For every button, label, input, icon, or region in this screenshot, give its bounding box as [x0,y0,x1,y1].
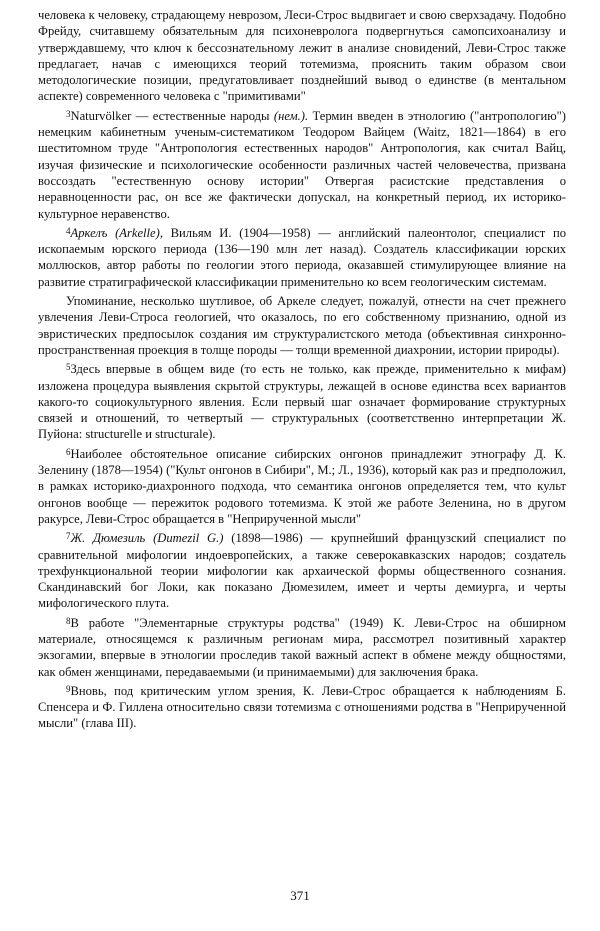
footnote-8 [38,615,566,680]
footnote-text: (1898—1986) — крупнейший французский специалист по сравнительной мифологии индоевропейских, а также северокавказских народов; создатель трехфункциональной теории мифологии как архаической формы общественного сознания. Скандинавский бог Локи, как показано Дюмезилем, имеет и черты демиурга, и черты мифологического плута. [38,531,566,611]
page-number: 371 [290,888,310,903]
paragraph-text: Упоминание, несколько шутливое, об Аркеле следует, пожалуй, отнести на счет прежнего увлечения Леви-Строса геологией, что оказалось, по его собственному признанию, одной из эвристических предпосылок создания им структуралистского метода (объективная синхронно-пространственная проекция в толще породы — толщи временной диахронии, истории природы). [38,294,566,357]
footnote-5 [38,361,566,442]
footnote-head: Ж. Дюмезиль (Dumezil G.) [70,531,224,546]
footnote-marker: 3 [66,108,71,119]
paragraph-text: человека к человеку, страдающему неврозом, Леси-Строс выдвигает и свою сверхзадачу. Подобно Фрейду, считавшему обязательным для психоневролога подвергнуться самопсихоанализу и утверждавшему, что ключ к бессознательному лежит в анализе сновидений, Леви-Строс также предлагает, начав с имеющихся теорий тотемизма, прояснить таким образом свои методологические позиции, предугатовливает позднейший вывод о единстве (в ментальном аспекте) современного человека с "примитивами" [38,8,566,104]
footnote-7 [38,530,566,611]
footnote-head: Аркелъ (Arkelle), [70,225,163,240]
paragraph-arkell-comment [38,293,566,358]
footnote-text: В работе "Элементарные структуры родства" (1949) К. Леви-Строс на обширном материале, относящемся к различным регионам мира, рассмотрел позитивный характер экзогамии, впервые в этнологии проследив такой важный аспект в обмене между общностями, как обмен женщинами, передаваемыми (и принимаемыми) для заключения брака. [38,615,566,679]
footnote-6 [38,446,566,527]
footnote-text: Наиболее обстоятельное описание сибирских онгонов принадлежит этнографу Д. К. Зеленину (1878—1954) ("Культ онгонов в Сибири", М.; Л., 1936), который как раз и предположил, в рамках историко-диахронного подхода, что семантика онгонов определяется тем, что культ онгонов вообще — пережиток родового тотемизма. К этой же работе Зеленина, но в другом ракурсе, Леви-Строс обращается в "Неприрученной мысли" [38,446,566,526]
footnote-marker: 4 [66,225,71,236]
footnote-text: Вильям И. (1904—1958) — английский палеонтолог, специалист по ископаемым юрского периода (136—190 млн лет назад). Создатель классификации юрских моллюсков, автор работы по геологии этого периода, оказавшей стимулирующее влияние на развитие стратиграфической классификации применительно ко всем геологическим системам. [38,225,566,289]
footnote-rest: Термин введен в этнологию ("антропологию") немецким кабинетным ученым-систематиком Теодором Вайцем (Waitz, 1821—1864) в его шеститомном труде "Антропология естественных народов" Антропология, как считал Вайц, изучая физические и психологические особенности различных частей человечества, призвана воссоздать "естественную основу истории" Отвергая расистские представления о неравноценности рас, он все же фактически допускал, на конкретный период, их историко-культурное неравенство. [38,108,567,221]
footnote-marker: 5 [66,362,71,373]
footnote-marker: 7 [66,531,71,542]
footnote-marker: 8 [66,615,71,626]
footnote-marker: 9 [66,683,71,694]
footnote-3 [38,108,566,222]
footnote-head: Naturvölker [70,108,132,123]
footnote-4 [38,225,566,290]
footnote-marker: 6 [66,446,71,457]
footnote-text: Здесь впервые в общем виде (то есть не только, как прежде, применительно к мифам) изложена процедура выявления скрытой структуры, лежащей в основе единства всех вариантов какого-то социокультурного явления. Если первый шаг означает формирование структурных связей и отношений, то четвертый — структуральных (соответственно интерпретации Ж. Пуйона: structurelle и structurale). [38,362,566,442]
footnote-text: Вновь, под критическим углом зрения, К. Леви-Строс обращается к наблюдениям Б. Спенсера и Ф. Гиллена относительно связи тотемизма с отношениями родства в "Неприрученной мысли" (глава III). [38,683,566,731]
footnote-text: — естественные народы [131,108,274,123]
footnote-9 [38,683,566,732]
footnote-italic-note: (нем.). [273,108,309,123]
paragraph-1 [38,7,566,105]
